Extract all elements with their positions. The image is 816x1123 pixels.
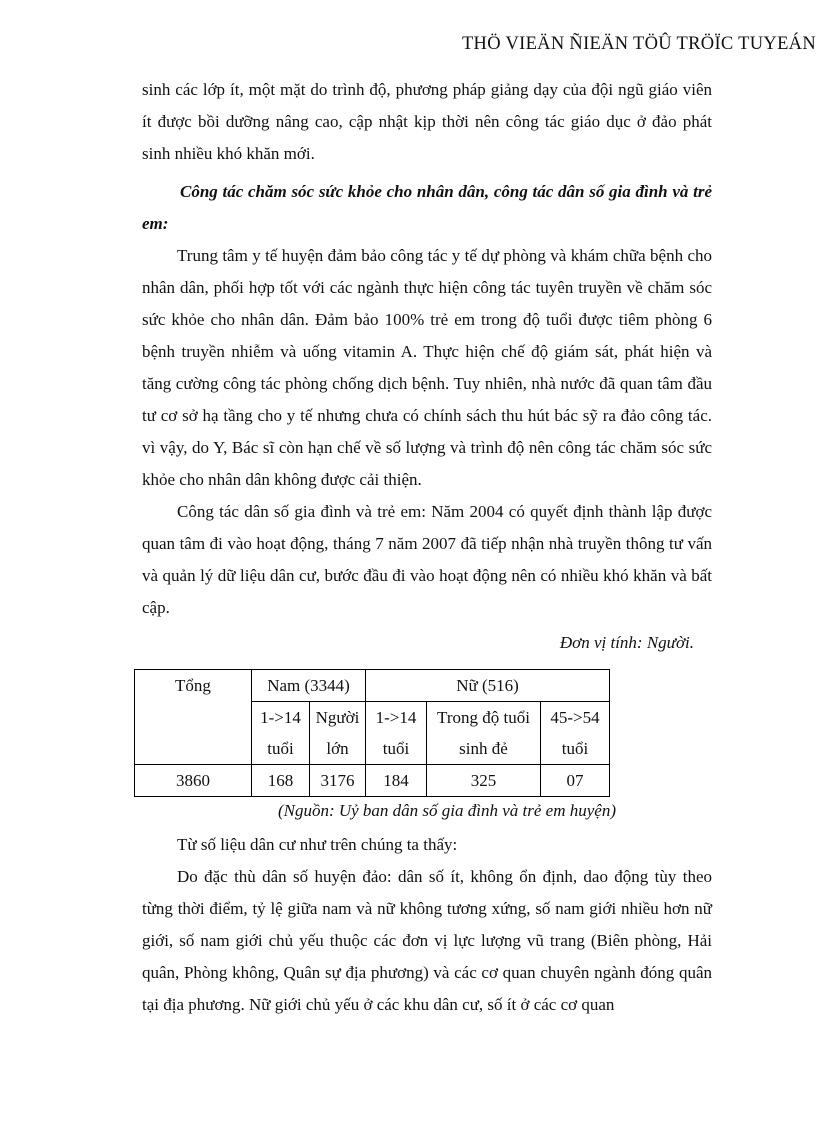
document-body: [142, 74, 712, 1021]
section-heading-health: Công tác chăm sóc sức khỏe cho nhân dân, công tác dân số gia đình và trẻ em:: [142, 182, 712, 233]
cell-female-child: 184: [366, 765, 427, 797]
cell-male-adult: 3176: [310, 765, 366, 797]
source-note: (Nguồn: Uỷ ban dân số gia đình và trẻ em huyện): [277, 801, 616, 820]
subheader-female-45-54: 45->54 tuổi: [541, 702, 610, 765]
paragraph-observation: Từ số liệu dân cư như trên chúng ta thấy:: [177, 835, 458, 854]
header-total: Tổng: [135, 670, 252, 765]
paragraph-education: sinh các lớp ít, một mặt do trình độ, phương pháp giảng dạy của đội ngũ giáo viên ít được bồi dưỡng nâng cao, cập nhật kịp thời nên công tác giáo dục ở đảo phát sinh nhiều khó khăn mới.: [142, 80, 712, 163]
paragraph-demographics: Do đặc thù dân số huyện đảo: dân số ít, không ổn định, dao động tùy theo từng thời điểm, tỷ lệ giữa nam và nữ không tương xứng, số nam giới nhiều hơn nữ giới, số nam giới chủ yếu thuộc các đơn vị lực lượng vũ trang (Biên phòng, Hải quân, Phòng không, Quân sự địa phương) và các cơ quan chuyên ngành đóng quân tại địa phương. Nữ giới chủ yếu ở các khu dân cư, số ít ở các cơ quan: [142, 867, 712, 1014]
paragraph-health-center: Trung tâm y tế huyện đảm bảo công tác y tế dự phòng và khám chữa bệnh cho nhân dân, phối hợp tốt với các ngành thực hiện công tác tuyên truyền về chăm sóc sức khỏe cho nhân dân. Đảm bảo 100% trẻ em trong độ tuổi được tiêm phòng 6 bệnh truyền nhiễm và uống vitamin A. Thực hiện chế độ giám sát, phát hiện và tăng cường công tác phòng chống dịch bệnh. Tuy nhiên, nhà nước đã quan tâm đầu tư cơ sở hạ tầng cho y tế nhưng chưa có chính sách thu hút bác sỹ ra đảo công tác. vì vậy, do Y, Bác sĩ còn hạn chế về số lượng và trình độ nên công tác chăm sóc sức khỏe cho nhân dân không được cải thiện.: [142, 246, 712, 489]
cell-total: 3860: [135, 765, 252, 797]
population-table: [134, 669, 610, 797]
paragraph-population-work: Công tác dân số gia đình và trẻ em: Năm 2004 có quyết định thành lập được quan tâm đi vào hoạt động, tháng 7 năm 2007 đã tiếp nhận nhà truyền thông tư vấn và quản lý dữ liệu dân cư, bước đầu đi vào hoạt động nên có nhiều khó khăn và bất cập.: [142, 502, 712, 617]
table-row: [135, 765, 610, 797]
cell-female-45-54: 07: [541, 765, 610, 797]
cell-male-child: 168: [252, 765, 310, 797]
cell-female-fertile: 325: [427, 765, 541, 797]
unit-label: Đơn vị tính: Người.: [559, 633, 694, 652]
header-male: Nam (3344): [252, 670, 366, 702]
subheader-female-fertile: Trong độ tuổi sinh đẻ: [427, 702, 541, 765]
header-female: Nữ (516): [366, 670, 610, 702]
page-header: THÖ VIEÄN ÑIEÄN TÖÛ TRÖÏC TUYEÁN: [461, 34, 816, 54]
subheader-female-child: 1->14 tuổi: [366, 702, 427, 765]
subheader-male-child: 1->14 tuổi: [252, 702, 310, 765]
subheader-male-adult: Người lớn: [310, 702, 366, 765]
